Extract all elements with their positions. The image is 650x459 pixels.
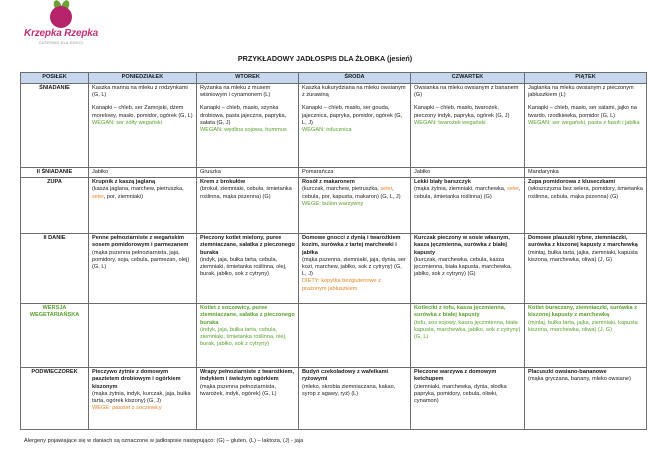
menu-cell: Krem z brokułów (brokuł, ziemniaki, cebula, śmietanka roślinna, mąka pszenna) (G) — [197, 178, 299, 234]
menu-cell: Mandarynka — [525, 168, 647, 178]
header-row — [21, 73, 647, 84]
menu-cell: Jabłko — [411, 168, 525, 178]
table-row — [21, 168, 647, 178]
menu-cell: Rosół z makaronem (kurczak, marchew, pietruszka, seler, cebula, por, kapusta, makaron) (G, L, J) WEGE: bulion warzywny — [299, 178, 411, 234]
menu-cell: Pieczone warzywa z domowym ketchupem (ziemniaki, marchewka, dynia, słodka papryka, pomidory, cebula, oliwki, cynamon) — [411, 368, 525, 430]
page-title: PRZYKŁADOWY JADŁOSPIS DLA ŻŁOBKA (jesień) — [237, 54, 413, 63]
menu-cell: Jabłko — [89, 168, 197, 178]
header-meal: POSIŁEK — [21, 73, 89, 84]
menu-cell: Kotlet z soczewicy, puree ziemniaczane, sałatka z pieczonego buraka (indyk, jaja, bułka tarta, cebula, ziemniaki, śmietanka roślinna, olej, burak, jabłko, sok z cytryny) — [197, 304, 299, 368]
header-day: CZWARTEK — [411, 73, 525, 84]
menu-cell: Owsianka na mleku owsianym z bananem (G) Kanapki – chleb, masło, twarożek, pieczony indyk, papryka, ogórek (G, J) WEGAN: twarożek wegański — [411, 84, 525, 168]
menu-cell: Kurczak pieczony w sosie własnym, kasza jęczmienna, surówka z białej kapusty (kurczak, marchewka, cebula, kasza jęczmienna, biała kapusta, marchewka, jabłko, sok z cytryny) (G) — [411, 234, 525, 304]
table-row — [21, 304, 647, 368]
table-row — [21, 178, 647, 234]
row-label: ŚNIADANIE — [21, 84, 89, 168]
menu-cell: Domowe plauszki rybne, ziemniaczki, surówka z kiszonej kapusty z marchewką (mintaj, bułka tarta, jajka, ziemniaki, kapusta kiszona, marchewka, oliwa) (J, G) — [525, 234, 647, 304]
menu-cell: Kotlet buraczany, ziemniaczki, surówka z kiszonej kapusty z marchewką (mintaj, bułka tarta, jajka, ziemniaki, kapusta kiszona, marchewka, oliwa) (J, G) — [525, 304, 647, 368]
table-row — [21, 84, 647, 168]
menu-cell: Domowe gnocci z dynią i twarożkiem kozim, surówka z tartej marchewki i jabłka (mąka pszenna, ziemniaki, jaja, dynia, ser kozi, marchew, jabłko, sok z cytryny) (G, L, J) DIETY: kopytka bezglutenowe z prażonym jabłuszkiem — [299, 234, 411, 304]
menu-cell: Pieczony kotlet mielony, puree ziemniaczane, sałatka z pieczonego buraka (indyk, jaja, bułka tarta, cebula, ziemniaki, śmietanka roślinna, olej, burak, jabłko, sok z cytryny) — [197, 234, 299, 304]
menu-cell: Kaszka kukurydziana na mleku owsianym z żurawiną Kanapki – chleb, masło, ser gouda, jajecznica, papryka, pomidor, ogórek (G, L, J) WEGAN: tofucznica — [299, 84, 411, 168]
menu-cell — [89, 304, 197, 368]
header-day: PONIEDZIAŁEK — [89, 73, 197, 84]
row-label: II DANIE — [21, 234, 89, 304]
allergen-footnote: Alergeny pojawiające się w daniach są oznaczone w jadłospisie następująco: (G) – gluten, (L) – laktoza, (J) - jaja — [24, 438, 304, 444]
logo-subtitle: CATERING DLA DZIECI — [38, 41, 84, 45]
menu-cell: Zupa pomidorowa z kluseczkami (włoszczyzna bez selera, pomidory, śmietanka roślinna, cebula, mąka pszenna) (G) — [525, 178, 647, 234]
menu-cell: Penne pełnoziarniste z wegańskim sosem pomidorowym i parmezanem (mąka pszenna pełnoziarnista, jaja, pomidory, soja, cebula, parmezan, olej) (G, L) — [89, 234, 197, 304]
menu-cell: Wrapy pełnoziarniste z twarożkiem, indykiem i świeżym ogórkiem (mąka pszenna pełnoziarnista, twarożek, indyk, ogórek) (G, L) — [197, 368, 299, 430]
menu-cell: Pieczywo żytnie z domowym pasztetem drobiowym i ogórkiem kiszonym (mąka żytnia, indyk, kurczak, jaja, bułka tarta, ogórek kiszony) (G, J) WEGE: pasztet z soczewicy — [89, 368, 197, 430]
menu-cell: Budyń czekoladowy z wafelkami ryżowymi (mleko, skrobia ziemniaczana, kakao, syrop z agawy, ryż) (L) — [299, 368, 411, 430]
menu-cell: Krupnik z kaszą jaglaną (kasza jaglana, marchew, pietruszka, seler, por, ziemniaki) — [89, 178, 197, 234]
row-label: PODWIECZOREK — [21, 368, 89, 430]
menu-table — [20, 72, 647, 430]
header-day: WTOREK — [197, 73, 299, 84]
header-day: ŚRODA — [299, 73, 411, 84]
table-row — [21, 368, 647, 430]
logo-text: Krzepka Rzepka — [24, 28, 98, 39]
menu-cell: Gruszka — [197, 168, 299, 178]
menu-cell: Jaglanka na mleku owsianym z pieczonym jabłuszkiem (L) Kanapki – chleb, masło, ser salami, jajko na twardo, rzodkiewka, pomidor (G, L) WEGAN: ser wegański, pasta z fasoli i jabłka — [525, 84, 647, 168]
menu-cell: Ryżanka na mleku z musem wiśniowym i cynamonem (L) Kanapki – chleb, masło, szynka drobiowa, pasta jajeczna, papryka, sałata (G, J) WEGAN: wędlina sojowa, hummus — [197, 84, 299, 168]
row-label: WERSJA WEGETARIAŃSKA — [21, 304, 89, 368]
header-day: PIĄTEK — [525, 73, 647, 84]
beet-icon — [50, 6, 72, 28]
menu-cell: Pomarańcza — [299, 168, 411, 178]
menu-cell — [299, 304, 411, 368]
row-label: ZUPA — [21, 178, 89, 234]
menu-cell: Kotleciki z tofu, kasza jęczmienna, surówka z białej kapusty (tofu, sos sojowy, kasza jęczmienna, biała kapusta, marchewka, jabłko, sok z cytryny) (G, L) — [411, 304, 525, 368]
table-row — [21, 234, 647, 304]
menu-cell: Placuszki owsiano-bananowe (mąka gryczana, banany, mleko owsiane) — [525, 368, 647, 430]
menu-cell: Kaszka manna na mleku z rodzynkami (G, L) Kanapki – chleb, ser Zamojski, dżem morelowy, masło, pomidor, ogórek (G, L) WEGAN: ser żółty wegański — [89, 84, 197, 168]
row-label: II ŚNIADANIE — [21, 168, 89, 178]
menu-cell: Lekki biały barszczyk (mąka żytnia, ziemniaki, marchewka, seler, cebula, śmietanka roślinna) (G) — [411, 178, 525, 234]
